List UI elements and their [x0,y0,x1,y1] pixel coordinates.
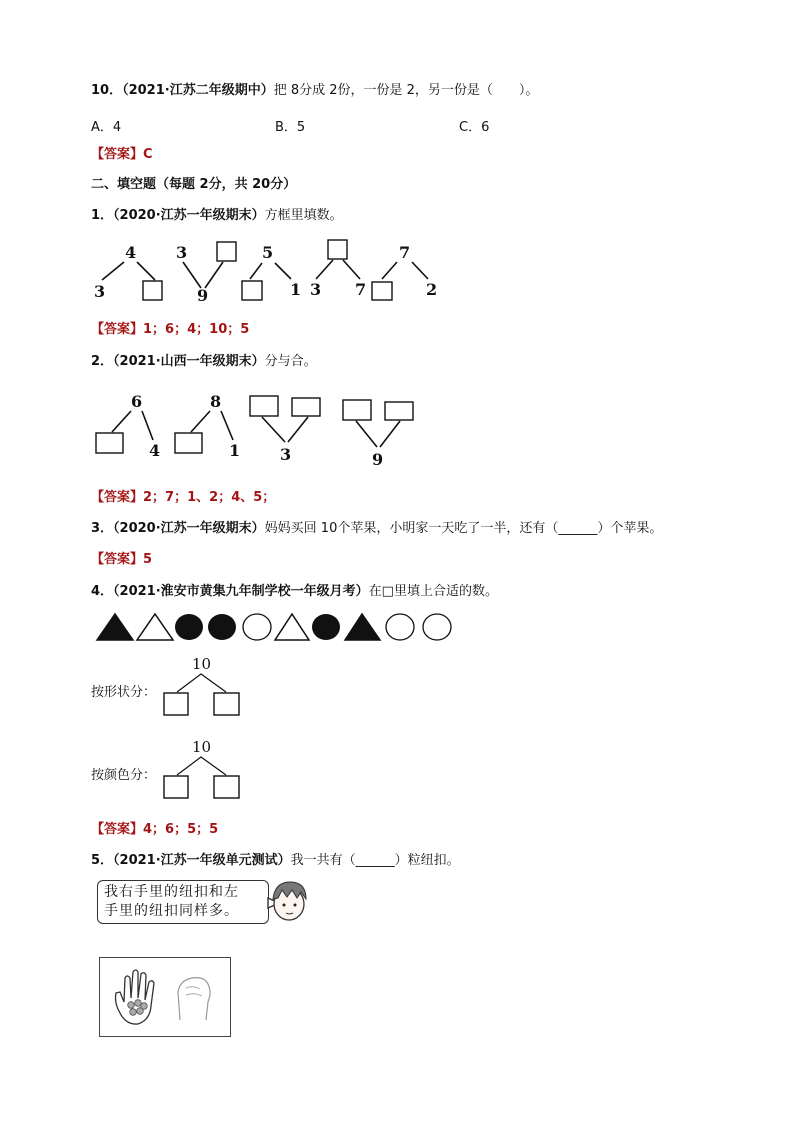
section-title: 二、填空题（每题 2分，共 20分） [91,177,297,192]
q4-answer-value: 4；6；5；5 [143,822,219,837]
hands-picture-frame [99,957,231,1037]
bubble-line-1: 我右手里的纽扣和左 [104,884,239,900]
q2-text: 分与合。 [264,354,317,369]
q1-text: 方框里填数。 [264,208,343,223]
by-shape-tree-top: 10 [192,655,212,673]
tree2-bottom: 9 [197,286,209,305]
button-icon [137,1008,144,1015]
q2-tree3-bottom: 3 [280,445,292,464]
tree5-right: 2 [426,280,438,299]
q10-number: 10． [91,83,123,98]
q4-text: 在□里填上合适的数。 [368,584,498,599]
tree1-top: 4 [125,243,137,262]
button-icon [128,1002,135,1009]
q5-text: 我一共有（______）粒纽扣。 [290,853,460,868]
q1-answer-value: 1；6；4；10；5 [143,322,250,337]
button-icon [135,1000,142,1007]
q5-number: 5． [91,853,114,868]
q2-number: 2． [91,354,114,369]
tree3-right: 1 [290,280,302,299]
q10-option-b: B．5 [275,120,306,135]
q2-tree2-top: 8 [210,392,222,411]
q4-source: （2021·淮安市黄集九年制学校一年级月考） [113,584,369,599]
answer-tag: 【答案】 [91,322,144,337]
by-color-tree-top: 10 [192,738,212,756]
q4-number: 4． [91,584,114,599]
bubble-line-2: 手里的纽扣同样多。 [104,903,239,919]
by-shape-label: 按形状分： [91,685,157,700]
q10-source: （2021·江苏二年级期中） [122,83,274,98]
by-color-label: 按颜色分： [91,768,157,783]
tree4-left: 3 [310,280,322,299]
answer-tag: 【答案】 [91,822,144,837]
button-icon [130,1009,137,1016]
q10-text: 把 8分成 2份，一份是 2，另一份是（ ）。 [273,83,539,98]
q2-source: （2021·山西一年级期末） [113,354,265,369]
answer-tag: 【答案】 [91,552,144,567]
q3-source: （2020·江苏一年级期末） [113,521,265,536]
q3-number: 3． [91,521,114,536]
tree3-top: 5 [262,243,274,262]
boy-eye-right [294,904,297,907]
hands-illustration [100,958,232,1038]
closed-fist-icon [178,978,210,1020]
q2-tree2-right: 1 [229,441,241,460]
q10-answer-value: C [143,147,153,162]
q10-option-a: A．4 [91,120,122,135]
q2-tree1-top: 6 [131,392,143,411]
q2-tree4-bottom: 9 [372,450,384,469]
answer-tag: 【答案】 [91,147,144,162]
boy-eye-left [283,904,286,907]
q3-answer-value: 5 [143,552,153,567]
q5-source: （2021·江苏一年级单元测试） [113,853,291,868]
open-hand-icon [116,970,155,1024]
q2-tree1-right: 4 [149,441,161,460]
q2-answer-value: 2；7；1、2；4、5； [143,490,276,505]
tree5-top: 7 [399,243,411,262]
q3-text: 妈妈买回 10个苹果，小明家一天吃了一半，还有（______）个苹果。 [264,521,663,536]
q1-source: （2020·江苏一年级期末） [113,208,265,223]
tree4-right: 7 [355,280,367,299]
tree1-left: 3 [94,282,106,301]
tree2-left-number: 3 [176,243,188,262]
q10-option-c: C．6 [459,120,490,135]
answer-tag: 【答案】 [91,490,144,505]
q1-number: 1． [91,208,114,223]
